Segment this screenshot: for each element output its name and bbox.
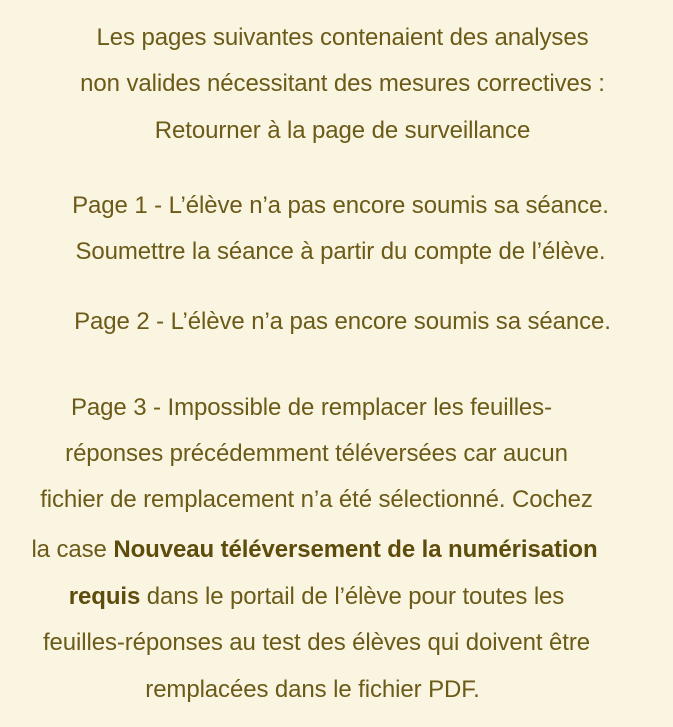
page3-line-1: Page 3 - Impossible de remplacer les feuilles- [71,394,552,421]
page3-line-7: remplacées dans le fichier PDF. [145,676,480,703]
page3-line-4 [0,536,651,564]
page3-line-5-text: dans le portail de l’élève pour toutes les [140,583,565,610]
page1-line-1: Page 1 - L’élève n’a pas encore soumis sa séance. [72,192,609,219]
return-to-monitoring-link[interactable]: Retourner à la page de surveillance [154,117,531,144]
page3-line-2: réponses précédemment téléversées car aucun [65,440,568,467]
page3-line-6: feuilles-réponses au test des élèves qui doivent être [42,629,591,656]
page3-line-5 [0,583,653,611]
rescan-upload-required-option: Nouveau téléversement de la numérisation [113,536,598,563]
intro-line-1: Les pages suivantes contenaient des analyses [96,24,589,51]
rescan-required-option-end: requis [68,583,141,610]
page2-line-1: Page 2 - L’élève n’a pas encore soumis sa séance. [74,308,611,335]
page3-line-3: fichier de remplacement n’a été sélectionné. Cochez [40,486,593,513]
intro-line-2: non valides nécessitant des mesures correctives : [80,70,605,97]
page1-line-2: Soumettre la séance à partir du compte de l’élève. [75,238,606,265]
page3-line-4-text: la case [31,536,114,563]
